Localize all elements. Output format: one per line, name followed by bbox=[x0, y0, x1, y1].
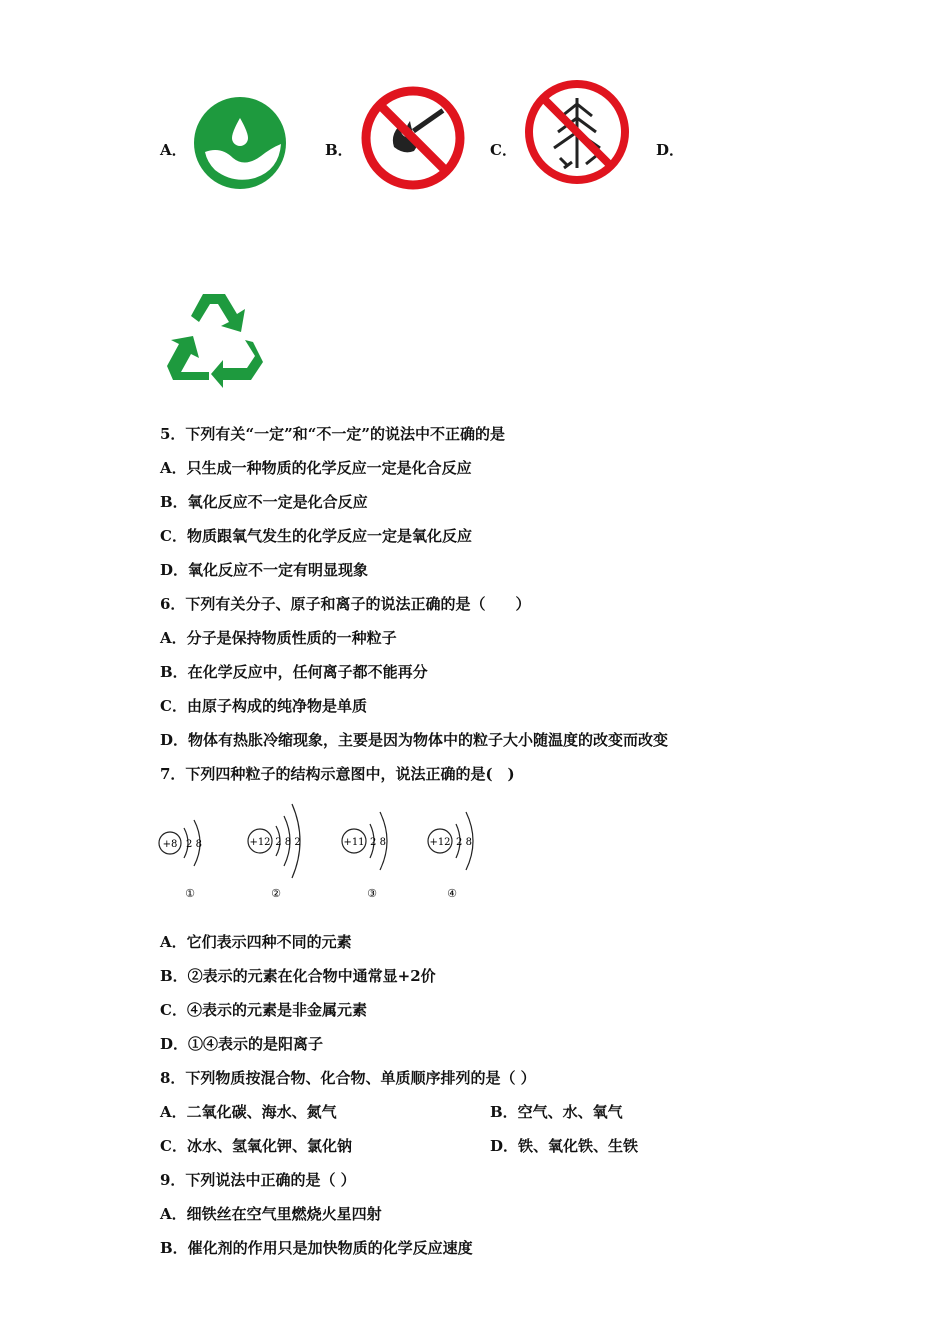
question-9-stem: 9．下列说法中正确的是（ ） bbox=[160, 1171, 356, 1189]
question-6-option-b: B．在化学反应中，任何离子都不能再分 bbox=[160, 663, 428, 681]
question-7-stem: 7．下列四种粒子的结构示意图中，说法正确的是( ) bbox=[160, 765, 515, 783]
question-5-option-a: A．只生成一种物质的化学反应一定是化合反应 bbox=[160, 459, 472, 477]
atom-1-nucleus: +8 bbox=[162, 839, 178, 850]
question-5-option-b: B．氧化反应不一定是化合反应 bbox=[160, 493, 368, 511]
option-label-d: D． bbox=[656, 141, 685, 159]
atom-4-shells: 2 8 bbox=[456, 837, 472, 848]
question-5-option-d: D．氧化反应不一定有明显现象 bbox=[160, 561, 369, 579]
no-logging-icon bbox=[524, 78, 630, 186]
recycle-icon bbox=[163, 288, 267, 384]
question-8-stem: 8．下列物质按混合物、化合物、单质顺序排列的是（ ） bbox=[160, 1069, 536, 1087]
question-8-option-b: B．空气、水、氧气 bbox=[490, 1103, 623, 1121]
atom-2-label: ② bbox=[271, 887, 281, 900]
water-saving-icon bbox=[193, 96, 287, 190]
atom-diagram-4 bbox=[424, 800, 484, 906]
atom-1-shells: 2 8 bbox=[186, 839, 202, 850]
atom-4-label: ④ bbox=[447, 887, 457, 900]
question-9-option-b: B．催化剂的作用只是加快物质的化学反应速度 bbox=[160, 1239, 473, 1257]
atom-diagram-3 bbox=[338, 800, 398, 906]
atom-1-label: ① bbox=[185, 887, 195, 900]
atom-3-shells: 2 8 bbox=[370, 837, 386, 848]
option-label-a: A． bbox=[160, 141, 187, 159]
atom-2-shells: 2 8 2 bbox=[275, 837, 301, 848]
atom-4-nucleus: +12 bbox=[429, 837, 451, 848]
question-5-option-c: C．物质跟氧气发生的化学反应一定是氧化反应 bbox=[160, 527, 472, 545]
option-label-b: B． bbox=[325, 141, 353, 159]
question-7-option-a: A．它们表示四种不同的元素 bbox=[160, 933, 352, 951]
atom-diagram-1 bbox=[156, 810, 216, 906]
option-label-c: C． bbox=[490, 141, 517, 159]
question-6-option-c: C．由原子构成的纯净物是单质 bbox=[160, 697, 367, 715]
no-fire-icon bbox=[360, 85, 466, 191]
question-6-option-d: D．物体有热胀冷缩现象，主要是因为物体中的粒子大小随温度的改变而改变 bbox=[160, 731, 669, 749]
question-7-option-b: B．②表示的元素在化合物中通常显+2价 bbox=[160, 967, 436, 985]
question-6-stem: 6．下列有关分子、原子和离子的说法正确的是（ ） bbox=[160, 595, 531, 613]
atom-2-nucleus: +12 bbox=[249, 837, 271, 848]
question-7-option-d: D．①④表示的是阳离子 bbox=[160, 1035, 324, 1053]
question-7-option-c: C．④表示的元素是非金属元素 bbox=[160, 1001, 367, 1019]
question-9-option-a: A．细铁丝在空气里燃烧火星四射 bbox=[160, 1205, 382, 1223]
atom-3-nucleus: +11 bbox=[343, 837, 365, 848]
question-6-option-a: A．分子是保持物质性质的一种粒子 bbox=[160, 629, 397, 647]
question-8-option-d: D．铁、氧化铁、生铁 bbox=[490, 1137, 639, 1155]
atom-3-label: ③ bbox=[367, 887, 377, 900]
atom-diagram-2 bbox=[244, 796, 308, 906]
question-5-stem: 5．下列有关“一定”和“不一定”的说法中不正确的是 bbox=[160, 425, 505, 443]
question-8-option-a: A．二氧化碳、海水、氮气 bbox=[160, 1103, 337, 1121]
question-8-option-c: C．冰水、氢氧化钾、氯化钠 bbox=[160, 1137, 352, 1155]
